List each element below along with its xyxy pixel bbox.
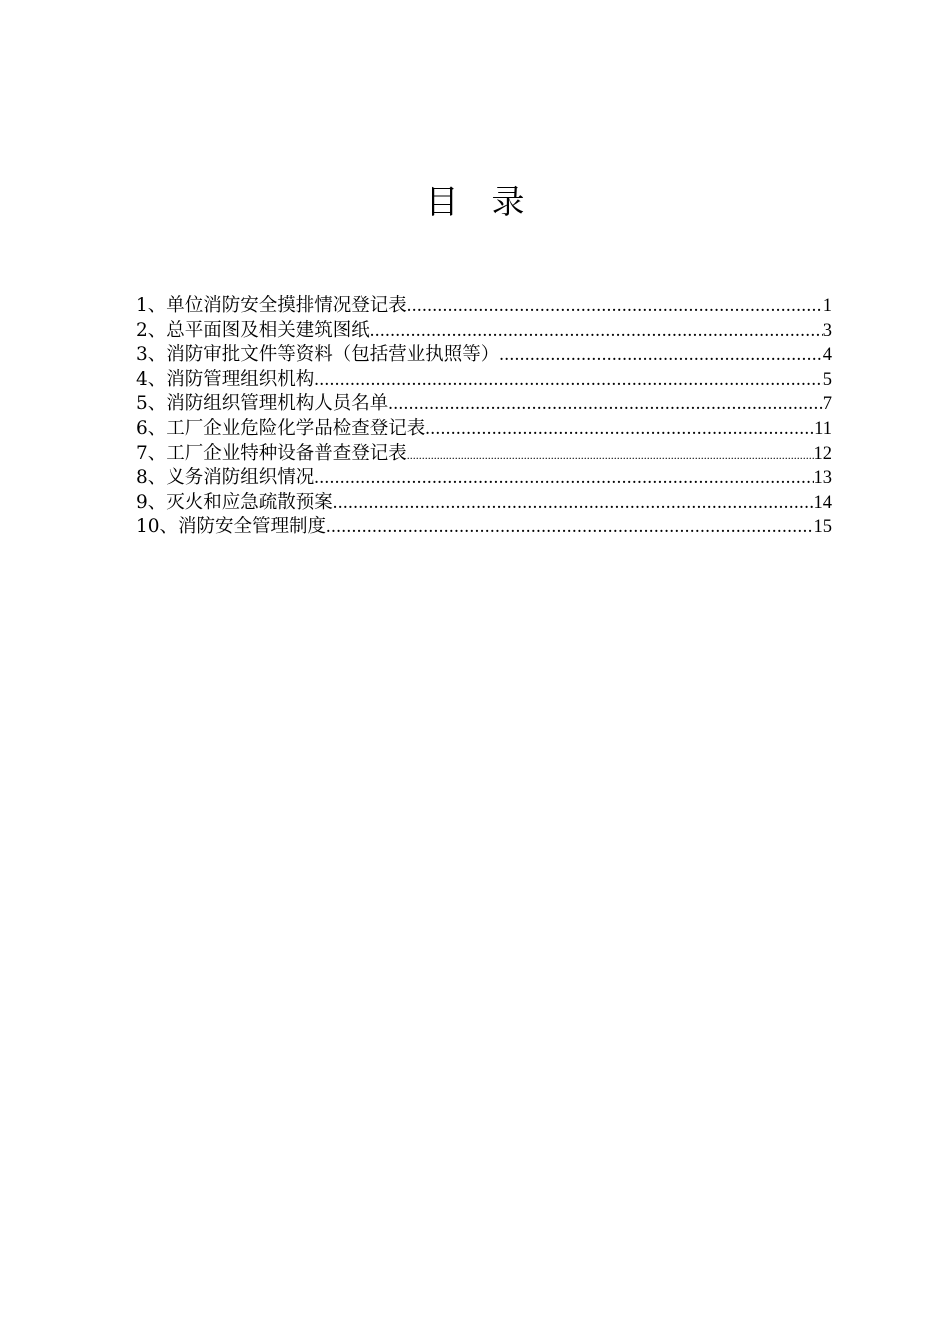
page-title: 目 录: [425, 182, 525, 221]
toc-entry-label: 6、工厂企业危险化学品检查登记表: [136, 417, 426, 439]
toc-entry-label: 10、消防安全管理制度: [136, 516, 327, 538]
toc-page-number: 5: [822, 369, 832, 390]
toc-entry-4[interactable]: [136, 368, 832, 393]
toc-dot-leader: [370, 319, 823, 344]
toc-dot-leader: [407, 294, 823, 319]
toc-dot-leader: [326, 515, 813, 540]
toc-dot-leader: [388, 392, 822, 417]
toc-entry-label: 4、消防管理组织机构: [136, 368, 315, 390]
toc-entry-3[interactable]: [136, 343, 832, 368]
toc-dot-leader: [333, 491, 814, 516]
toc-entry-label: 8、义务消防组织情况: [136, 467, 315, 489]
toc-entry-6[interactable]: [136, 417, 832, 442]
toc-page-number: 11: [814, 418, 832, 439]
toc-entry-9[interactable]: [136, 491, 832, 516]
toc-entry-label: 3、消防审批文件等资料（包括营业执照等）: [136, 344, 500, 366]
toc-dot-leader: [314, 368, 822, 393]
toc-page-number: 7: [822, 394, 832, 415]
toc-entry-label: 7、工厂企业特种设备普查登记表: [136, 442, 407, 464]
toc-page-number: 3: [822, 320, 832, 341]
toc-entry-2[interactable]: [136, 319, 832, 344]
toc-dot-leader: [425, 417, 814, 442]
toc-page-number: 15: [813, 517, 832, 538]
toc-entry-label: 9、灭火和应急疏散预案: [136, 491, 333, 513]
toc-dot-leader: [314, 466, 813, 491]
toc-page-number: 13: [813, 468, 832, 489]
toc-dot-leader: [407, 443, 814, 468]
table-of-contents: [136, 294, 832, 540]
toc-page-number: 14: [813, 492, 832, 513]
toc-entry-1[interactable]: [136, 294, 832, 319]
toc-page-number: 4: [822, 345, 832, 366]
toc-entry-label: 1、单位消防安全摸排情况登记表: [136, 295, 407, 316]
toc-entry-label: 5、消防组织管理机构人员名单: [136, 393, 389, 415]
toc-entry-label: 2、总平面图及相关建筑图纸: [136, 319, 370, 341]
toc-page-number: 12: [813, 443, 832, 464]
toc-entry-7[interactable]: [136, 442, 832, 467]
toc-entry-8[interactable]: [136, 466, 832, 491]
toc-entry-10[interactable]: [136, 515, 832, 540]
toc-dot-leader: [499, 343, 822, 368]
toc-entry-5[interactable]: [136, 392, 832, 417]
toc-page-number: 1: [822, 296, 832, 316]
